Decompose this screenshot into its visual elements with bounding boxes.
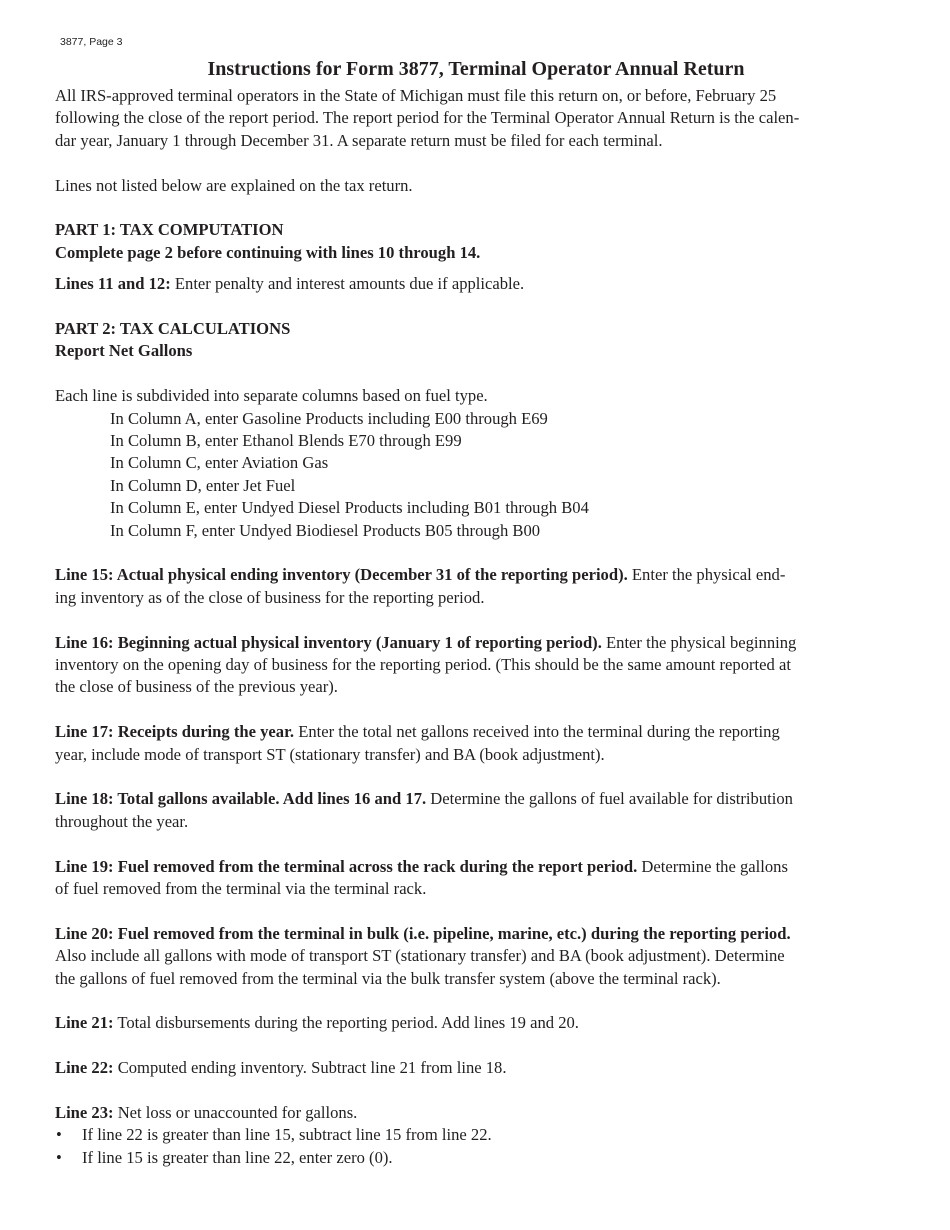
part2-heading: PART 2: TAX CALCULATIONS [55, 319, 291, 339]
intro-paragraph [55, 85, 897, 152]
line-text: inventory on the opening day of business for the reporting period. (This should be the same amount reported at [55, 655, 791, 675]
bullet-text: If line 15 is greater than line 22, enter zero (0). [82, 1147, 393, 1167]
line-15-instruction [55, 564, 897, 609]
intro-line: All IRS-approved terminal operators in the State of Michigan must file this return on, or before, February 25 [55, 86, 777, 105]
line-16-instruction [55, 632, 897, 699]
line-label: Line 20: Fuel removed from the terminal in bulk (i.e. pipeline, marine, etc.) during the reporting period. [55, 923, 791, 943]
part1-heading: PART 1: TAX COMPUTATION [55, 220, 284, 240]
line-label: Line 23: [55, 1103, 114, 1123]
column-item: In Column A, enter Gasoline Products including E00 through E69 [110, 408, 548, 428]
line-text: Enter penalty and interest amounts due if applicable. [170, 274, 525, 294]
bullet-text: If line 22 is greater than line 15, subtract line 15 from line 22. [82, 1125, 492, 1145]
page-number-label: 3877, Page 3 [60, 36, 123, 48]
part2-subheading: Report Net Gallons [55, 341, 193, 361]
line-text: Total disbursements during the reporting period. Add lines 19 and 20. [113, 1013, 579, 1033]
line-20-instruction [55, 923, 897, 990]
instructions-document [55, 56, 897, 1169]
line-22-instruction [55, 1057, 897, 1079]
line-text: Determine the gallons of fuel available for distribution [426, 789, 793, 809]
column-item: In Column F, enter Undyed Biodiesel Products B05 through B00 [110, 520, 541, 540]
line-text: Computed ending inventory. Subtract line 21 from line 18. [113, 1058, 507, 1078]
line-label: Line 22: [55, 1058, 114, 1078]
lines-11-12-instruction [55, 273, 897, 295]
bullet-icon: • [56, 1147, 62, 1167]
column-item: In Column D, enter Jet Fuel [110, 475, 296, 495]
line-23-instruction [55, 1102, 897, 1169]
line-label: Line 19: Fuel removed from the terminal across the rack during the report period. [55, 856, 638, 876]
line-23-bullet-list [55, 1124, 897, 1169]
list-item [55, 1147, 897, 1169]
line-text: Enter the physical end- [627, 565, 786, 585]
column-item: In Column C, enter Aviation Gas [110, 453, 329, 473]
columns-intro: Each line is subdivided into separate columns based on fuel type. [55, 386, 488, 406]
line-18-instruction [55, 788, 897, 833]
line-text: the close of business of the previous year). [55, 677, 338, 697]
column-item: In Column E, enter Undyed Diesel Products including B01 through B04 [110, 498, 589, 518]
line-label: Line 15: Actual physical ending inventory (December 31 of the reporting period). [55, 565, 628, 585]
intro-line: following the close of the report period. The report period for the Terminal Operator Annual Return is the calen- [55, 108, 800, 128]
line-text: year, include mode of transport ST (stationary transfer) and BA (book adjustment). [55, 744, 605, 764]
column-item: In Column B, enter Ethanol Blends E70 through E99 [110, 431, 462, 451]
line-text: of fuel removed from the terminal via the terminal rack. [55, 879, 427, 899]
line-text: ing inventory as of the close of business for the reporting period. [55, 587, 485, 607]
lines-note: Lines not listed below are explained on the tax return. [55, 175, 413, 195]
bullet-icon: • [56, 1125, 62, 1145]
line-19-instruction [55, 856, 897, 901]
line-21-instruction [55, 1012, 897, 1034]
line-17-instruction [55, 721, 897, 766]
line-text: the gallons of fuel removed from the terminal via the bulk transfer system (above the terminal rack). [55, 968, 721, 988]
list-item [55, 1124, 897, 1146]
document-title: Instructions for Form 3877, Terminal Operator Annual Return [207, 58, 745, 80]
line-label: Lines 11 and 12: [55, 274, 171, 294]
columns-list [55, 385, 897, 542]
line-text: Enter the physical beginning [601, 632, 797, 652]
part2-section [55, 318, 897, 363]
line-label: Line 16: Beginning actual physical inventory (January 1 of reporting period). [55, 632, 602, 652]
line-label: Line 21: [55, 1013, 114, 1033]
line-text: Net loss or unaccounted for gallons. [113, 1103, 358, 1123]
line-label: Line 18: Total gallons available. Add lines 16 and 17. [55, 789, 427, 809]
line-text: Determine the gallons [637, 856, 788, 876]
line-text: Enter the total net gallons received into the terminal during the reporting [294, 722, 780, 742]
line-label: Line 17: Receipts during the year. [55, 722, 295, 742]
intro-line: dar year, January 1 through December 31. A separate return must be filed for each terminal. [55, 130, 663, 150]
part1-subheading: Complete page 2 before continuing with lines 10 through 14. [55, 242, 481, 262]
line-text: Also include all gallons with mode of transport ST (stationary transfer) and BA (book adjustment). Determine [55, 946, 785, 966]
part1-section [55, 219, 897, 295]
line-text: throughout the year. [55, 811, 189, 831]
